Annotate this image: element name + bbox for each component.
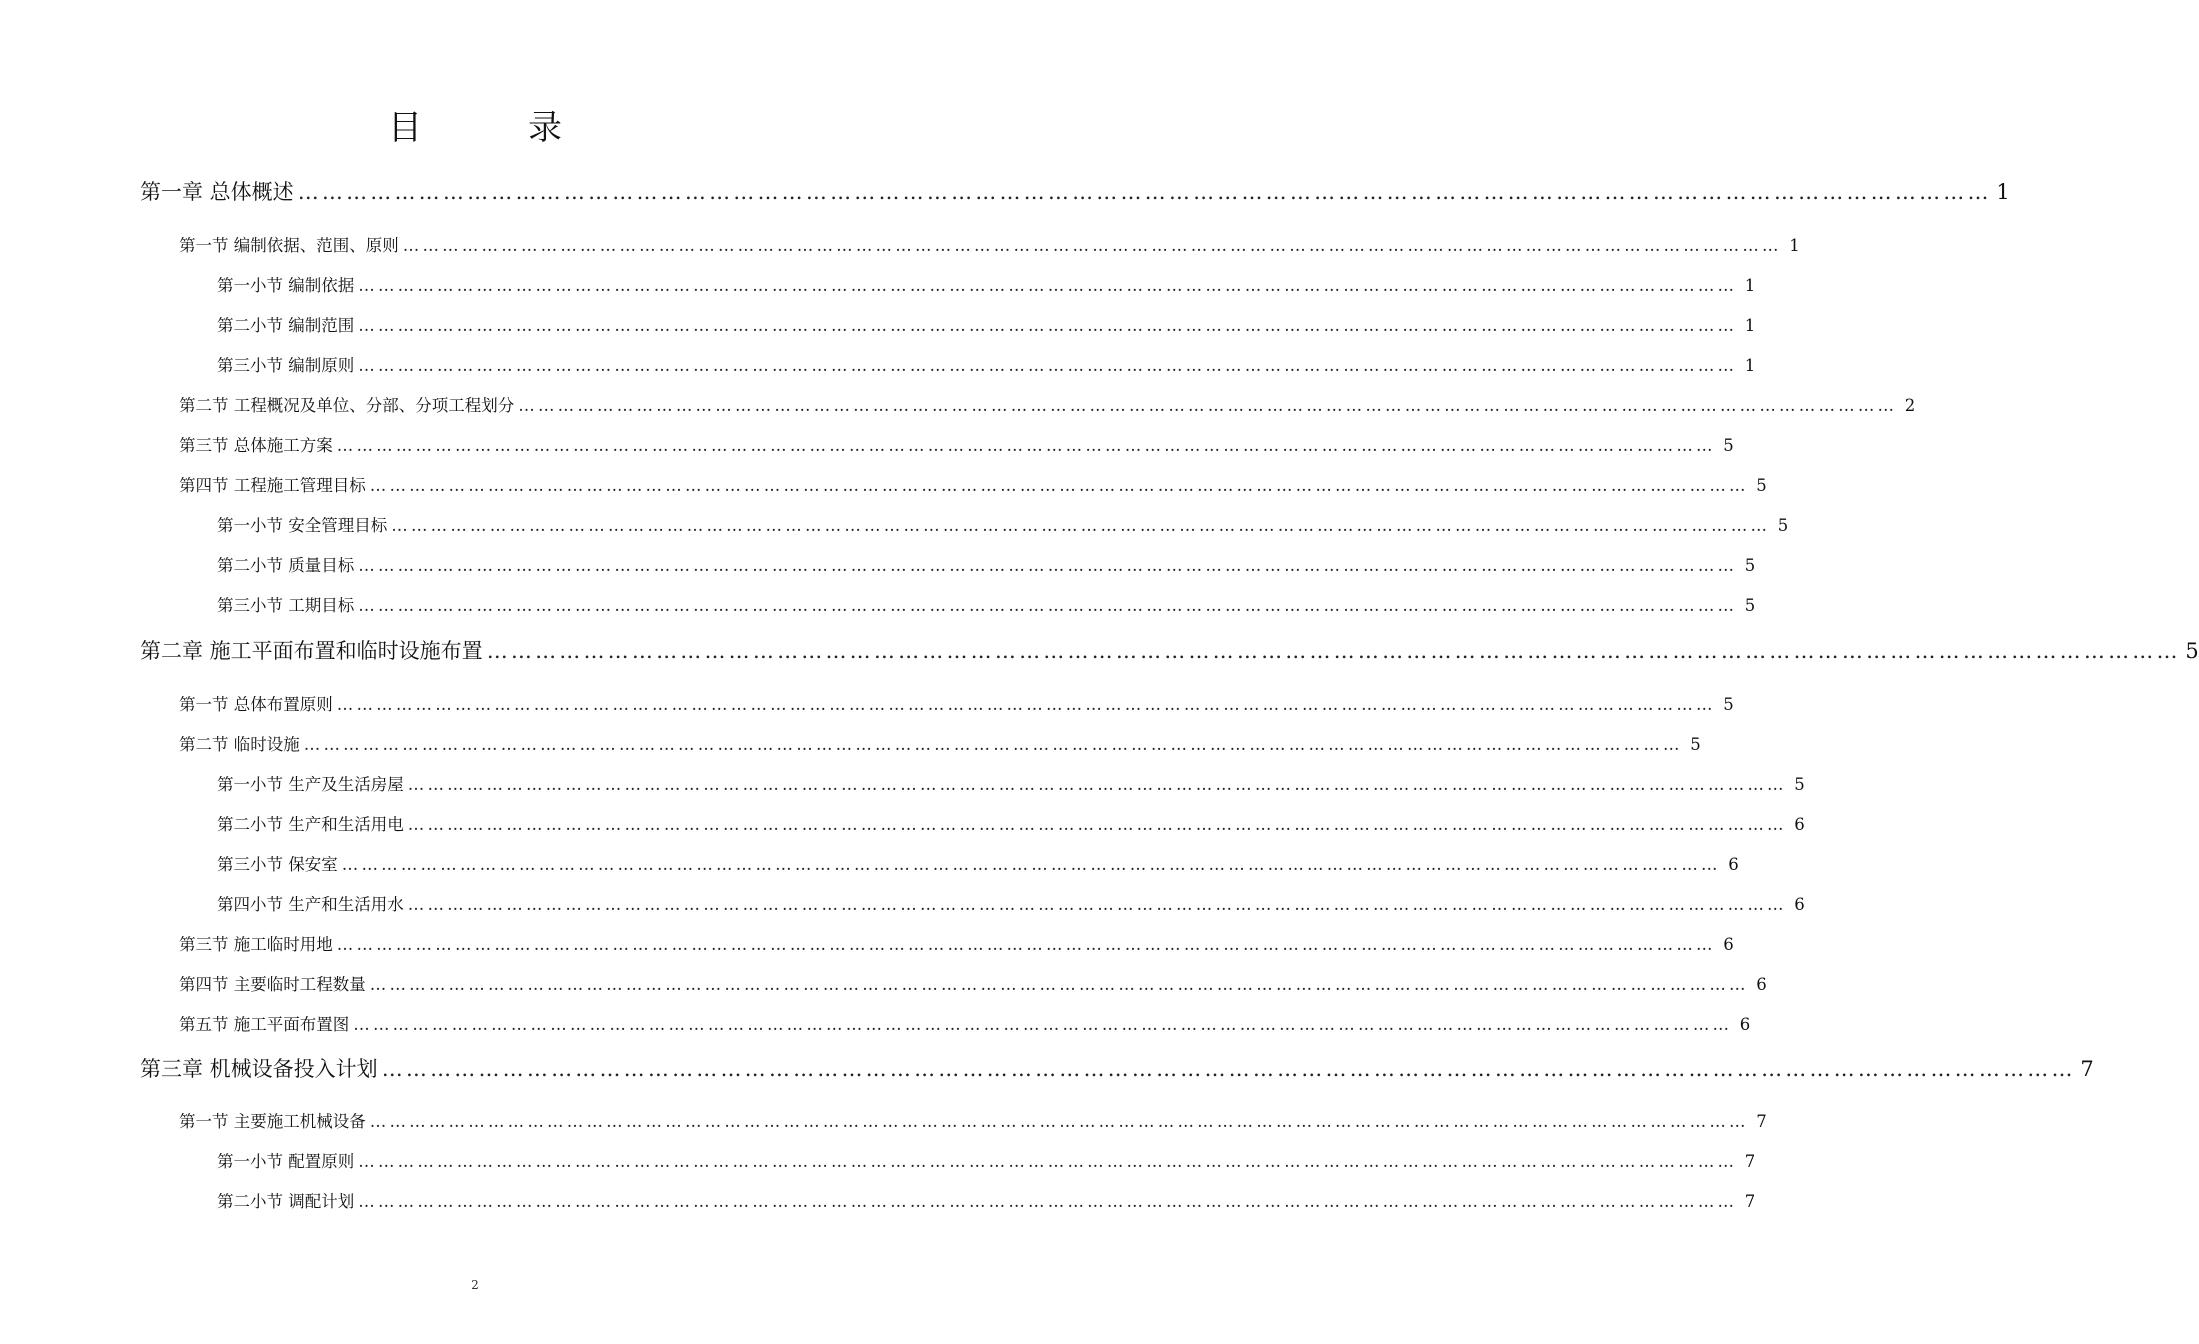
toc-entry-page: 6 (1723, 935, 1734, 954)
toc-entry-label: 第四节 工程施工管理目标 (179, 476, 366, 495)
toc-leader-dots: ………………………………………………………………………………………………………………………………………………………………………………………… (407, 775, 1787, 794)
toc-leader-dots: ………………………………………………………………………………………………………………………………………………………………………………………… (369, 1112, 1749, 1131)
toc-entry-label: 第二节 临时设施 (179, 735, 300, 754)
toc-entry-section[interactable] (179, 932, 1734, 958)
toc-leader-dots: ………………………………………………………………………………………………………………………………………………………………………………………… (303, 735, 1683, 754)
toc-entry-page: 7 (2080, 1057, 2094, 1081)
toc-entry-label: 第五节 施工平面布置图 (179, 1015, 350, 1034)
toc-leader-dots: ………………………………………………………………………………………………………………………………………………………………………………………… (518, 396, 1898, 415)
toc-entry-section[interactable] (179, 473, 1767, 499)
toc-entry-page: 5 (1756, 476, 1767, 495)
toc-entry-section[interactable] (179, 972, 1767, 998)
toc-entry-page: 1 (1744, 276, 1756, 295)
toc-entry-subsection[interactable] (217, 593, 1756, 619)
toc-entry-label: 第二小节 质量目标 (217, 556, 355, 575)
toc-leader-dots: ………………………………………………………………………………………………………………………………………………………………………………………… (381, 1057, 2076, 1081)
toc-title: 目 录 (388, 108, 598, 148)
page-number: 2 (471, 1278, 479, 1292)
toc-leader-dots: ………………………………………………………………………………………………………………………………………………………………………………………… (358, 1192, 1738, 1211)
toc-entry-label: 第一章 总体概述 (140, 180, 294, 204)
toc-entry-page: 7 (1744, 1192, 1756, 1211)
toc-entry-section[interactable] (179, 433, 1734, 459)
toc-entry-page: 6 (1794, 895, 1805, 914)
toc-entry-label: 第四小节 生产和生活用水 (217, 895, 404, 914)
toc-entry-label: 第一节 编制依据、范围、原则 (179, 236, 399, 255)
toc-entry-page: 1 (1744, 316, 1756, 335)
toc-entry-label: 第二小节 编制范围 (217, 316, 355, 335)
toc-entry-subsection[interactable] (217, 273, 1756, 299)
toc-entry-section[interactable] (179, 393, 1916, 419)
toc-leader-dots: ………………………………………………………………………………………………………………………………………………………………………………………… (402, 236, 1782, 255)
toc-entry-subsection[interactable] (217, 1189, 1756, 1215)
toc-leader-dots: ………………………………………………………………………………………………………………………………………………………………………………………… (297, 180, 1992, 204)
toc-entry-chapter[interactable] (140, 177, 2010, 207)
toc-entry-label: 第一小节 生产及生活房屋 (217, 775, 404, 794)
toc-leader-dots: ………………………………………………………………………………………………………………………………………………………………………………………… (336, 935, 1716, 954)
toc-entry-label: 第一小节 安全管理目标 (217, 516, 388, 535)
toc-entry-subsection[interactable] (217, 892, 1805, 918)
toc-entry-label: 第二章 施工平面布置和临时设施布置 (140, 639, 483, 663)
toc-entry-page: 6 (1756, 975, 1767, 994)
toc-entry-label: 第三章 机械设备投入计划 (140, 1057, 378, 1081)
toc-entry-page: 5 (1723, 436, 1734, 455)
toc-leader-dots: ………………………………………………………………………………………………………………………………………………………………………………………… (369, 975, 1749, 994)
toc-leader-dots: ………………………………………………………………………………………………………………………………………………………………………………………… (407, 815, 1787, 834)
toc-entry-subsection[interactable] (217, 1149, 1756, 1175)
toc-entry-page: 5 (1744, 596, 1756, 615)
toc-entry-label: 第二节 工程概况及单位、分部、分项工程划分 (179, 396, 515, 415)
toc-leader-dots: ………………………………………………………………………………………………………………………………………………………………………………………… (407, 895, 1787, 914)
toc-entry-section[interactable] (179, 1109, 1767, 1135)
toc-leader-dots: ………………………………………………………………………………………………………………………………………………………………………………………… (353, 1015, 1733, 1034)
toc-entry-section[interactable] (179, 233, 1800, 259)
toc-entry-label: 第三小节 保安室 (217, 855, 338, 874)
toc-entry-page: 7 (1756, 1112, 1767, 1131)
toc-entry-page: 2 (1904, 396, 1916, 415)
toc-entry-page: 5 (1690, 735, 1701, 754)
toc-entry-subsection[interactable] (217, 852, 1739, 878)
toc-leader-dots: ………………………………………………………………………………………………………………………………………………………………………………………… (358, 596, 1738, 615)
toc-leader-dots: ………………………………………………………………………………………………………………………………………………………………………………………… (336, 436, 1716, 455)
toc-entry-page: 5 (1777, 516, 1789, 535)
toc-entry-chapter[interactable] (140, 1054, 2094, 1084)
toc-entry-page: 5 (2185, 639, 2199, 663)
toc-entry-page: 1 (1996, 180, 2010, 204)
toc-entry-label: 第三节 总体施工方案 (179, 436, 333, 455)
toc-entry-subsection[interactable] (217, 772, 1805, 798)
toc-entry-page: 1 (1789, 236, 1800, 255)
toc-leader-dots: ………………………………………………………………………………………………………………………………………………………………………………………… (336, 695, 1716, 714)
toc-leader-dots: ………………………………………………………………………………………………………………………………………………………………………………………… (391, 516, 1771, 535)
toc-entry-label: 第四节 主要临时工程数量 (179, 975, 366, 994)
toc-entry-subsection[interactable] (217, 513, 1789, 539)
toc-entry-page: 7 (1744, 1152, 1756, 1171)
toc-leader-dots: ………………………………………………………………………………………………………………………………………………………………………………………… (358, 556, 1738, 575)
toc-entry-page: 6 (1739, 1015, 1751, 1034)
toc-entry-label: 第一节 主要施工机械设备 (179, 1112, 366, 1131)
toc-entry-label: 第三小节 工期目标 (217, 596, 355, 615)
toc-entry-label: 第一小节 编制依据 (217, 276, 355, 295)
toc-entry-subsection[interactable] (217, 553, 1756, 579)
toc-entry-section[interactable] (179, 732, 1701, 758)
toc-entry-subsection[interactable] (217, 353, 1756, 379)
toc-entry-page: 1 (1744, 356, 1756, 375)
toc-leader-dots: ………………………………………………………………………………………………………………………………………………………………………………………… (341, 855, 1721, 874)
toc-leader-dots: ………………………………………………………………………………………………………………………………………………………………………………………… (486, 639, 2181, 663)
toc-entry-label: 第一节 总体布置原则 (179, 695, 333, 714)
toc-entry-section[interactable] (179, 692, 1734, 718)
toc-entry-label: 第三小节 编制原则 (217, 356, 355, 375)
toc-leader-dots: ………………………………………………………………………………………………………………………………………………………………………………………… (358, 356, 1738, 375)
toc-entry-label: 第二小节 生产和生活用电 (217, 815, 404, 834)
toc-entry-chapter[interactable] (140, 636, 2199, 666)
toc-leader-dots: ………………………………………………………………………………………………………………………………………………………………………………………… (369, 476, 1749, 495)
toc-entry-subsection[interactable] (217, 812, 1805, 838)
toc-entry-section[interactable] (179, 1012, 1751, 1038)
toc-leader-dots: ………………………………………………………………………………………………………………………………………………………………………………………… (358, 1152, 1738, 1171)
toc-leader-dots: ………………………………………………………………………………………………………………………………………………………………………………………… (358, 316, 1738, 335)
toc-leader-dots: ………………………………………………………………………………………………………………………………………………………………………………………… (358, 276, 1738, 295)
toc-entry-page: 5 (1723, 695, 1734, 714)
toc-entry-label: 第三节 施工临时用地 (179, 935, 333, 954)
toc-entry-page: 6 (1794, 815, 1805, 834)
toc-entry-label: 第一小节 配置原则 (217, 1152, 355, 1171)
toc-entry-page: 6 (1728, 855, 1739, 874)
toc-entry-label: 第二小节 调配计划 (217, 1192, 355, 1211)
toc-entry-page: 5 (1794, 775, 1805, 794)
toc-entry-page: 5 (1744, 556, 1756, 575)
toc-entry-subsection[interactable] (217, 313, 1756, 339)
